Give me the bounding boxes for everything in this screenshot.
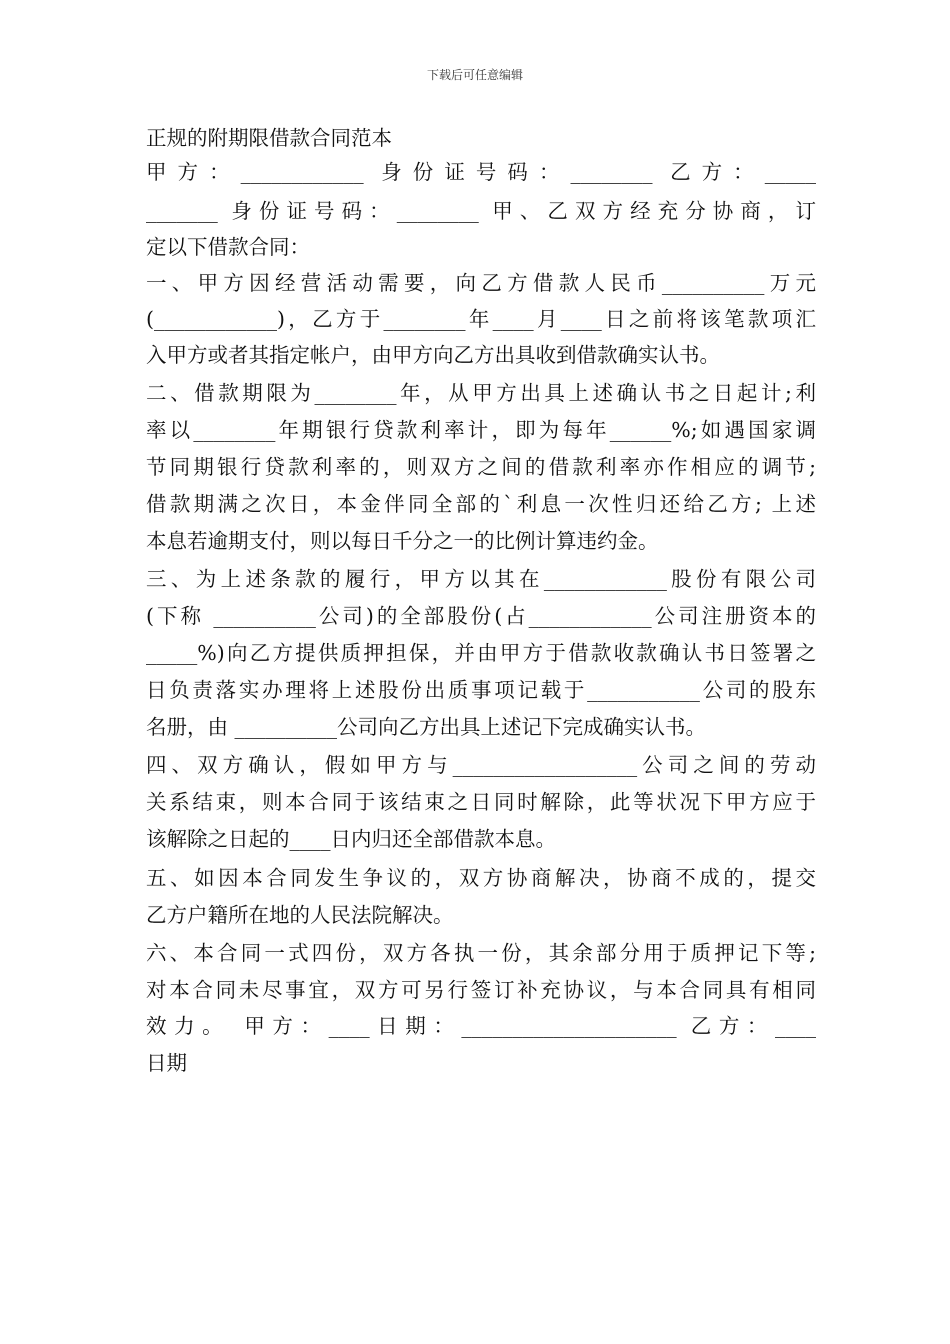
text-line: 节同期银行贷款利率的，则双方之间的借款利率亦作相应的调节; — [146, 455, 816, 479]
text-line: _____%)向乙方提供质押担保，并由甲方于借款收款确认书日签署之 — [146, 641, 816, 665]
text-line: 六、本合同一式四份，双方各执一份，其余部分用于质押记下等; — [146, 941, 816, 965]
header-note: 下载后可任意编辑 — [426, 68, 523, 82]
text-line: 本息若逾期支付，则以每日千分之一的比例计算违约金。 — [146, 529, 659, 553]
text-line: 乙方户籍所在地的人民法院解决。 — [146, 903, 454, 927]
text-line: 甲方：____________ 身份证号码：________ 乙方：_____ — [146, 160, 816, 184]
text-line: 效力。 甲方：____日期：_____________________ 乙方：____ — [146, 1014, 816, 1038]
text-line: 四、双方确认，假如甲方与__________________公司之间的劳动 — [146, 753, 816, 777]
document-title: 正规的附期限借款合同范本 — [146, 126, 392, 150]
text-line: 借款期满之次日，本金伴同全部的`利息一次性归还给乙方; 上述 — [146, 492, 816, 516]
text-line: (____________)，乙方于________年____月____日之前将该笔款项汇 — [146, 307, 816, 331]
text-line: _______ 身份证号码：________ 甲、乙双方经充分协商，订 — [146, 199, 816, 223]
text-line: 对本合同未尽事宜，双方可另行签订补充协议，与本合同具有相同 — [146, 978, 816, 1002]
text-line: 一、甲方因经营活动需要，向乙方借款人民币__________万元 — [146, 271, 816, 295]
text-line: 定以下借款合同： — [146, 235, 310, 259]
text-line: 五、如因本合同发生争议的，双方协商解决，协商不成的，提交 — [146, 866, 816, 890]
text-line: 日期 — [146, 1051, 187, 1075]
text-line: 关系结束，则本合同于该结束之日同时解除，此等状况下甲方应于 — [146, 790, 816, 814]
text-line: 名册，由 __________公司向乙方出具上述记下完成确实认书。 — [146, 715, 707, 739]
text-line: 率以________年期银行贷款利率计，即为每年______%;如遇国家调 — [146, 418, 816, 442]
text-line: 二、借款期限为________年，从甲方出具上述确认书之日起计;利 — [146, 381, 816, 405]
text-line: (下称 __________公司)的全部股份(占____________公司注册资本的 — [146, 604, 816, 628]
text-line: 日负责落实办理将上述股份出质事项记载于___________公司的股东 — [146, 678, 816, 702]
text-line: 三、为上述条款的履行，甲方以其在____________股份有限公司 — [146, 567, 816, 591]
text-line: 入甲方或者其指定帐户，由甲方向乙方出具收到借款确实认书。 — [146, 343, 720, 367]
text-line: 该解除之日起的____日内归还全部借款本息。 — [146, 827, 556, 851]
